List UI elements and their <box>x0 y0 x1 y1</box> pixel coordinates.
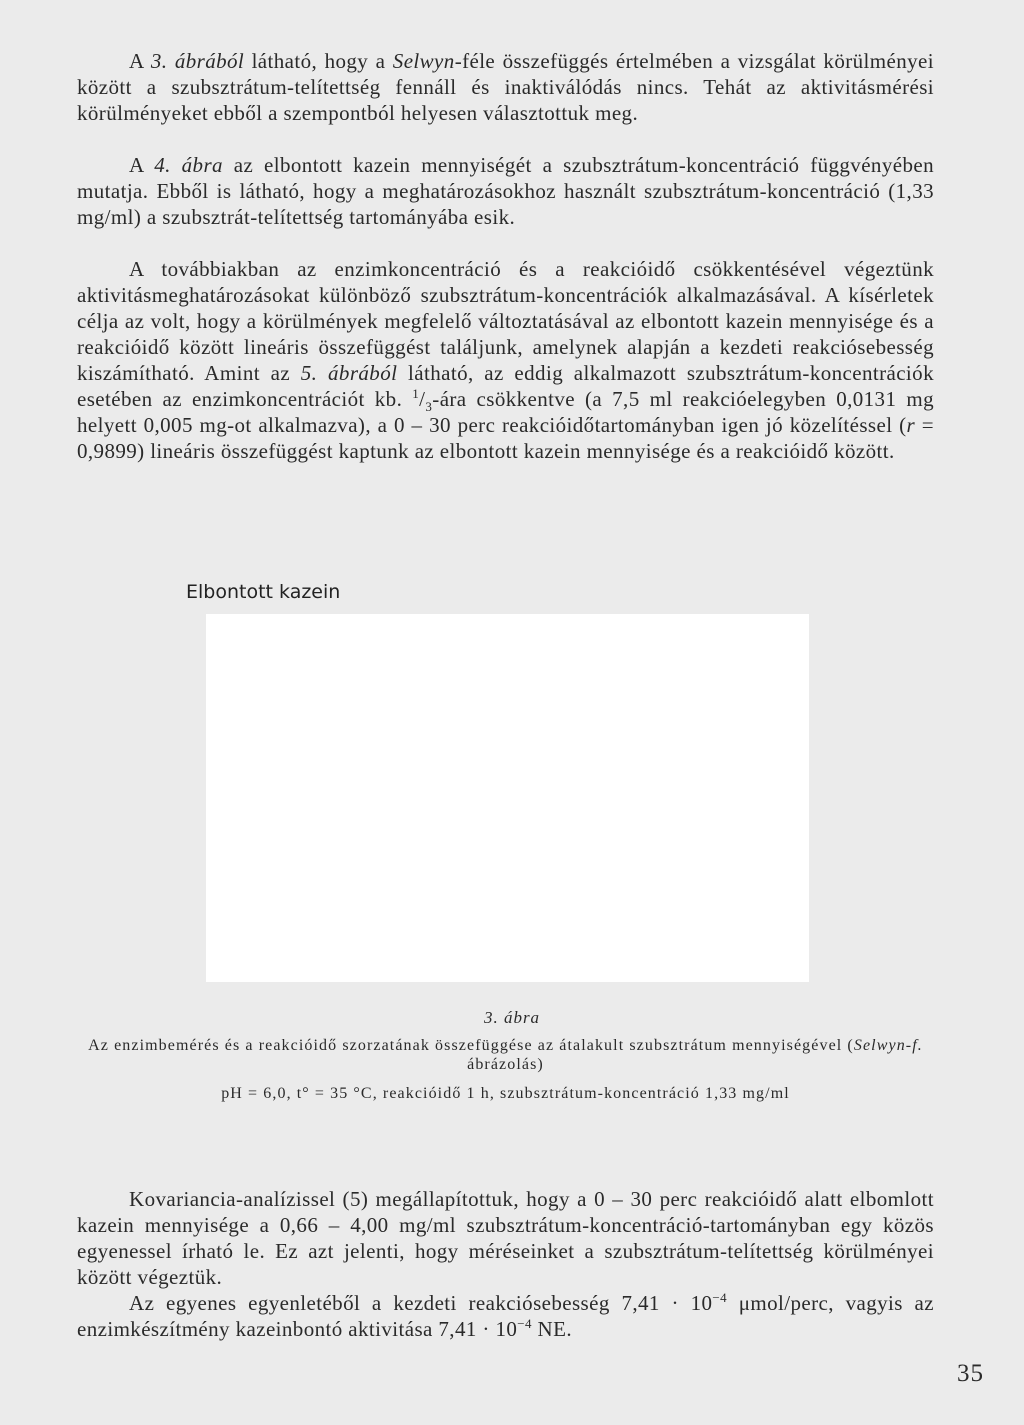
fraction-numerator: 1 <box>412 386 420 401</box>
figure-plot-area <box>206 614 809 982</box>
text-span: A <box>129 49 151 73</box>
figure-y-axis-label: Elbontott kazein <box>186 581 341 603</box>
paragraph-5 <box>77 1290 934 1342</box>
text-span: = 0,9899) lineáris összefüggést kaptunk az elbontott kazein mennyisége és a reakcióidő között. <box>77 413 934 463</box>
exponent: −4 <box>712 1290 728 1305</box>
text-span: NE. <box>531 1317 572 1341</box>
paragraph-3 <box>77 256 934 464</box>
text-span: látható, az eddig alkalmazott szubsztrátum-koncentrációk esetében az enzimkoncentrációt kb. <box>77 361 934 411</box>
caption-text: Az enzimbemérés és a reakcióidő szorzatának összefüggése az átalakult szubsztrátum mennyiségével ( <box>88 1037 854 1054</box>
author-name: Selwyn <box>392 49 455 73</box>
paragraph-4: Kovariancia-analízissel (5) megállapítottuk, hogy a 0 – 30 perc reakcióidő alatt elbomlott kazein mennyisége a 0,66 – 4,00 mg/ml szubsztrátum-koncentráció-tartományban egy közös egyenessel írható le. Ez azt jelenti, hogy méréseinket a szubsztrátum-telítettség körülményei között végeztük. <box>77 1187 934 1289</box>
figure-reference: 3. ábrából <box>150 49 245 73</box>
fraction-slash: / <box>419 387 426 411</box>
figure-number: 3. ábra <box>483 1008 541 1027</box>
figure-reference: 5. ábrából <box>300 361 398 385</box>
page-number: 35 <box>957 1360 984 1387</box>
text-span: az elbontott kazein mennyiségét a szubsztrátum-koncentráció függvényében mutatja. Ebből is látható, hogy a meghatározásokhoz használt szubsztrátum-koncentráció (1,33 mg/ml) a szubsztrát-telítettség tartományába esik. <box>77 153 934 229</box>
fraction-denominator: 3 <box>425 399 433 415</box>
text-span: A továbbiakban az enzimkoncentráció és a reakcióidő csökkentésével végeztünk aktivitásmeghatározásokat különböző szubsztrátum-koncentrációk alkalmazásával. A kísérletek célja az volt, hogy a körülmények megfelelő változtatásával az elbontott kazein mennyisége és a reakcióidő között lineáris összefüggést találjunk, amelynek alapján a kezdeti reakciósebesség kiszámítható. Amint az <box>77 257 934 385</box>
figure-caption <box>77 1036 934 1074</box>
paragraph-2 <box>77 152 934 230</box>
text-span: -féle összefüggés értelmében a vizsgálat körülményei között a szubsztrátum-telítettség fennáll és inaktiválódás nincs. Tehát az aktivitásmérési körülményeket ebből a szempontból helyesen választottuk meg. <box>77 49 934 125</box>
text-span: -ára csökkentve (a 7,5 ml reakcióelegyben 0,0131 mg helyett 0,005 mg-ot alkalmazva), a 0 – 30 perc reakcióidőtartományban igen jó közelítéssel ( <box>77 387 934 437</box>
symbol-r: r <box>906 413 916 437</box>
text-span: Az egyenes egyenletéből a kezdeti reakciósebesség 7,41 · 10 <box>129 1291 713 1315</box>
text-span: látható, hogy a <box>244 49 393 73</box>
figure-reference: 4. ábra <box>154 153 223 177</box>
caption-author: Selwyn-f. <box>853 1037 923 1054</box>
figure-conditions: pH = 6,0, t° = 35 °C, reakcióidő 1 h, szubsztrátum-koncentráció 1,33 mg/ml <box>221 1085 790 1102</box>
exponent: −4 <box>517 1316 532 1331</box>
text-span: A <box>129 153 155 177</box>
text-span: μmol/perc, vagyis az enzimkészítmény kazeinbontó aktivitása 7,41 · 10 <box>77 1291 934 1341</box>
caption-text: ábrázolás) <box>467 1056 544 1073</box>
paragraph-1 <box>77 48 934 126</box>
